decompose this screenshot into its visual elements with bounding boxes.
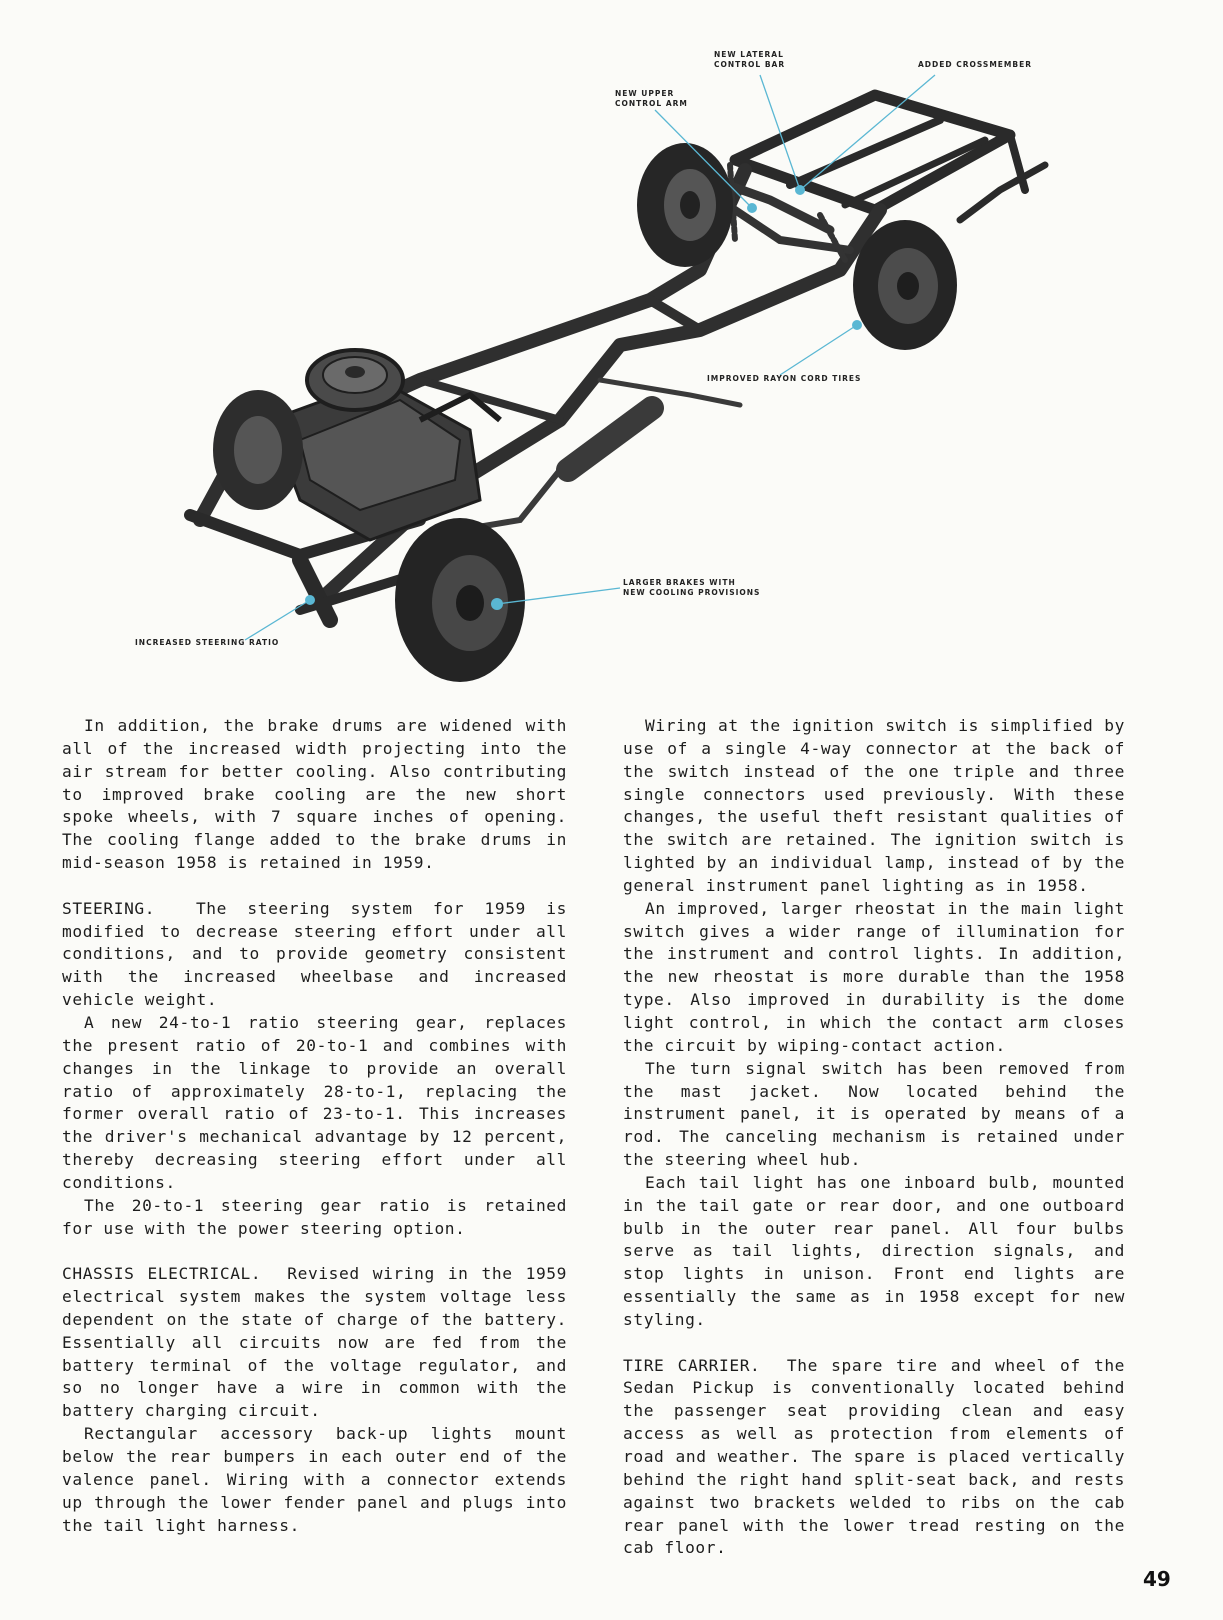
section-heading-steering: STEERING. xyxy=(62,898,156,918)
wheel-front-left xyxy=(213,390,303,510)
engine xyxy=(270,350,500,540)
callout-line: NEW COOLING PROVISIONS xyxy=(623,588,761,597)
paragraph-steering xyxy=(62,898,567,1012)
callout-added-crossmember xyxy=(918,60,1032,70)
callout-line: LARGER BRAKES WITH xyxy=(623,578,736,587)
callout-line: NEW UPPER xyxy=(615,89,675,98)
paragraph-ignition-switch: Wiring at the ignition switch is simplified by use of a single 4-way connector at the back of the switch instead of the one triple and three single connectors used previously. With these changes, the useful theft resistant qualities of the switch are retained. The ignition switch is lighted by an individual lamp, instead of by the general instrument panel lighting as in 1958. xyxy=(623,716,1125,895)
paragraph-text: Revised wiring in the 1959 electrical system makes the system voltage less dependent on the state of charge of the battery. Essentially all circuits now are fed from the battery terminal of the voltage regulator, and so no longer have a wire in common with the battery charging circuit. xyxy=(62,1264,567,1421)
callout-line: ADDED CROSSMEMBER xyxy=(918,60,1033,69)
section-heading-tire-carrier: TIRE CARRIER. xyxy=(623,1355,761,1375)
wheel-front-right xyxy=(395,518,525,682)
paragraph-tire-carrier xyxy=(623,1355,1125,1561)
paragraph-chassis-electrical xyxy=(62,1263,567,1423)
wheel-rear-right xyxy=(853,220,957,350)
callout-line: IMPROVED RAYON CORD TIRES xyxy=(707,374,862,383)
paragraph-turn-signal: The turn signal switch has been removed from the mast jacket. Now located behind the instrument panel, it is operated by means of a rod. The canceling mechanism is retained under the steering wheel hub. xyxy=(623,1058,1125,1170)
paragraph-power-steering: The 20-to-1 steering gear ratio is retained for use with the power steering option. xyxy=(62,1195,567,1238)
page-number: 49 xyxy=(1143,1567,1171,1591)
right-column xyxy=(623,715,1125,1560)
callout-larger-brakes xyxy=(623,578,760,598)
paragraph-text: The spare tire and wheel of the Sedan Pickup is conventionally located behind the passenger seat providing clean and easy access as well as protection from elements of road and weather. The spare is placed vertically behind the right hand split-seat back, and rests against two brackets welded to ribs on the cab rear panel with the lower tread resting on the cab floor. xyxy=(623,1355,1126,1558)
callout-lateral-control-bar xyxy=(714,50,785,70)
callout-line: INCREASED STEERING RATIO xyxy=(135,638,280,647)
callout-steering-ratio xyxy=(135,638,279,648)
callout-line: NEW LATERAL xyxy=(714,50,784,59)
paragraph-text: The steering system for 1959 is modified to decrease steering effort under all conditions, and to provide geometry consistent with the increased wheelbase and increased vehicle weight. xyxy=(62,898,567,1010)
chassis-illustration xyxy=(0,0,1223,705)
left-column xyxy=(62,715,567,1537)
callout-line: CONTROL ARM xyxy=(615,99,688,108)
paragraph-rheostat: An improved, larger rheostat in the main light switch gives a wider range of illumination for the instrument and control lights. In addition, the new rheostat is more durable than the 1958 type. Also improved in durability is the dome light control, in which the contact arm closes the circuit by wiping-contact action. xyxy=(623,898,1125,1055)
paragraph-brake-drums: In addition, the brake drums are widened with all of the increased width projecting into the air stream for better cooling. Also contributing to improved brake cooling are the new short spoke wheels, with 7 square inches of opening. The cooling flange added to the brake drums in mid-season 1958 is retained in 1959. xyxy=(62,716,567,873)
callout-upper-control-arm xyxy=(615,89,688,109)
chassis-drawing xyxy=(0,0,1223,705)
paragraph-tail-lights: Each tail light has one inboard bulb, mounted in the tail gate or rear door, and one outboard bulb in the outer rear panel. All four bulbs serve as tail lights, direction signals, and stop lights in unison. Front end lights are essentially the same as in 1958 except for new styling. xyxy=(623,1172,1125,1329)
section-heading-chassis-electrical: CHASSIS ELECTRICAL. xyxy=(62,1264,262,1284)
callout-line: CONTROL BAR xyxy=(714,60,786,69)
paragraph-steering-gear: A new 24-to-1 ratio steering gear, replaces the present ratio of 20-to-1 and combines with changes in the linkage to provide an overall ratio of approximately 28-to-1, replacing the former overall ratio of 23-to-1. This increases the driver's mechanical advantage by 12 percent, thereby decreasing steering effort under all conditions. xyxy=(62,1012,567,1192)
wheel-rear-left xyxy=(637,143,733,267)
callout-rayon-cord-tires xyxy=(707,374,861,384)
paragraph-backup-lights: Rectangular accessory back-up lights mount below the rear bumpers in each outer end of the valence panel. Wiring with a connector extends up through the lower fender panel and plugs into the tail light harness. xyxy=(62,1424,567,1535)
